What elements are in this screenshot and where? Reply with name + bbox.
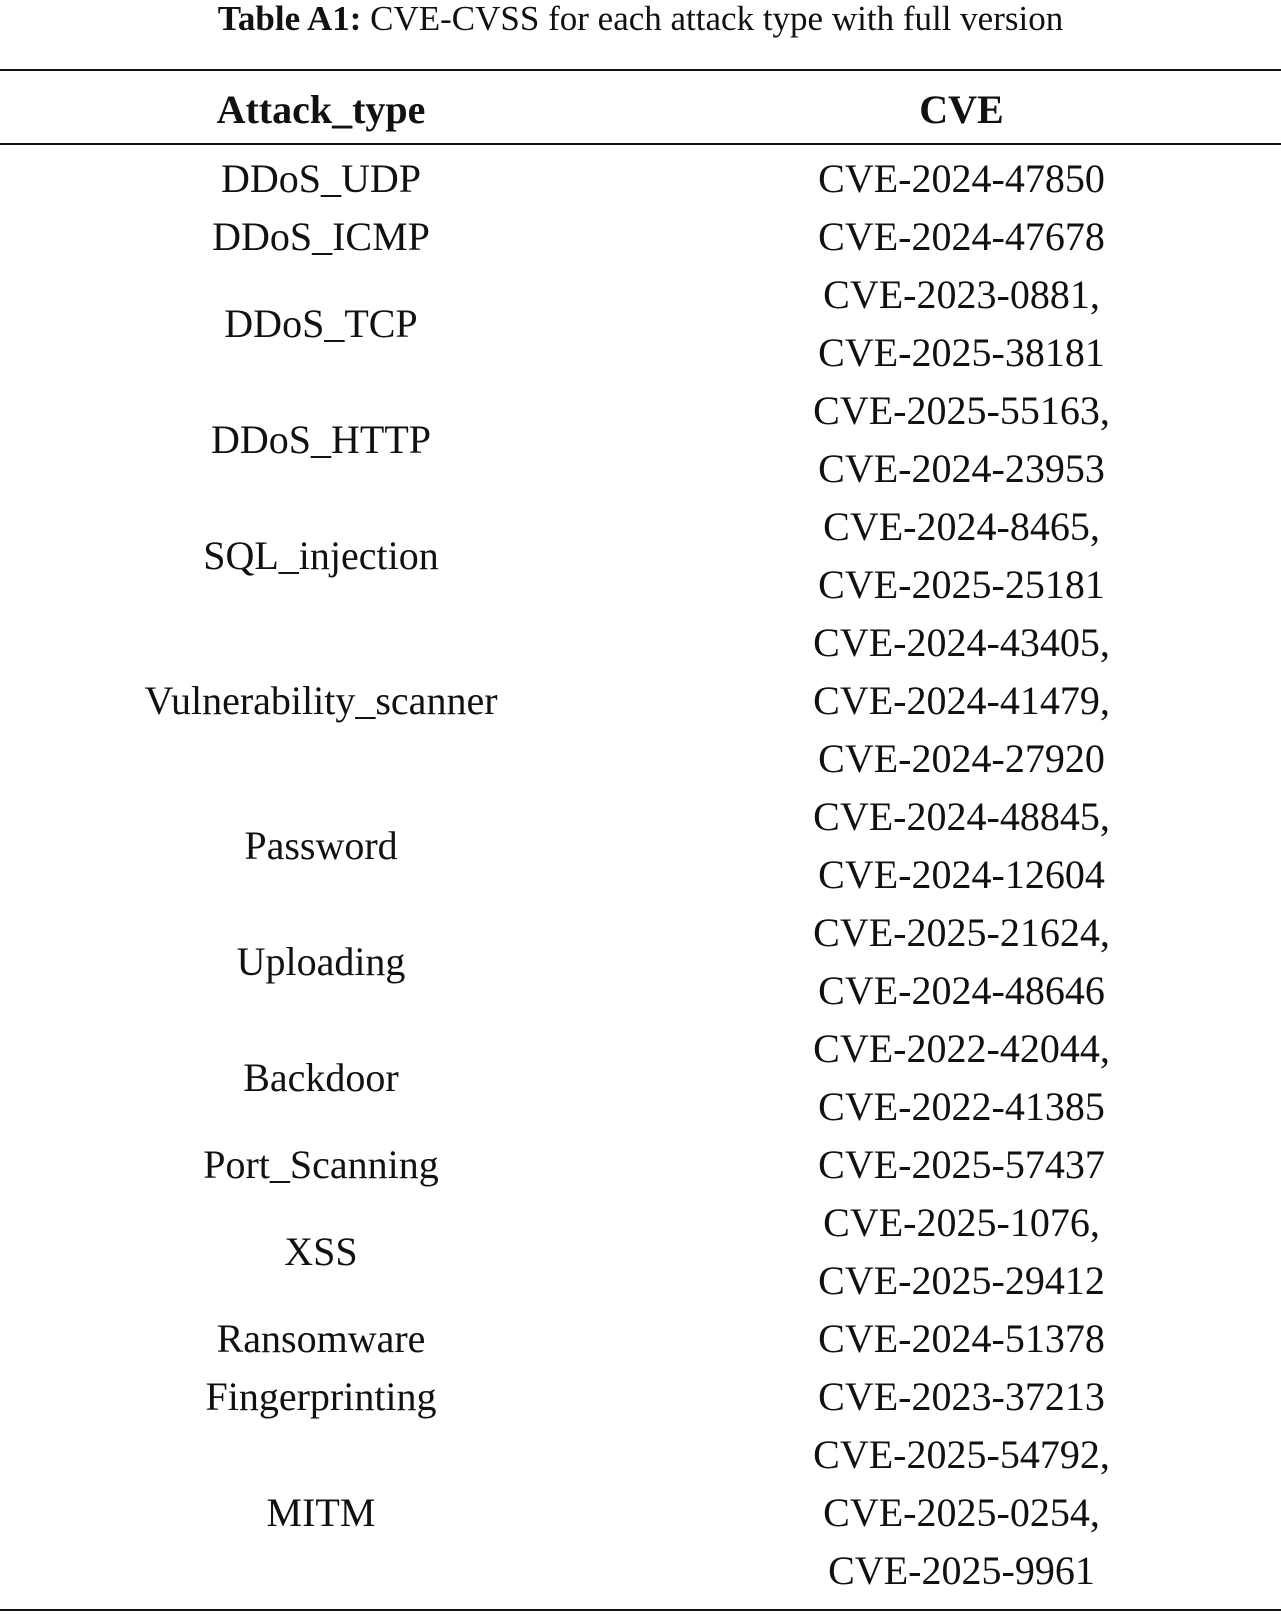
attack-type-cell: DDoS_HTTP [210,417,432,462]
table-caption-label: Table A1: [217,0,362,38]
table-row [0,150,1281,208]
table-header-rule [0,143,1281,145]
header-attack-type: Attack_type [216,86,426,132]
cve-id: CVE-2024-23953 [818,446,1105,491]
table-body [0,150,1281,1600]
cve-cell [642,382,1281,498]
cve-cell [642,614,1281,788]
attack-type-cell: XSS [284,1229,358,1274]
table-row [0,498,1281,614]
cve-cell [642,1194,1281,1310]
cve-id: CVE-2024-47850 [818,156,1105,201]
table-row [0,614,1281,788]
cve-id: CVE-2025-21624, [813,910,1110,955]
table-row [0,904,1281,1020]
cve-cell [642,1368,1281,1426]
cve-id: CVE-2025-0254, [823,1490,1100,1535]
table-row [0,208,1281,266]
attack-type-cell: Fingerprinting [205,1374,437,1419]
cve-cell [642,1426,1281,1600]
cve-id: CVE-2024-48845, [813,794,1110,839]
header-cve: CVE [919,86,1004,132]
table-row [0,382,1281,498]
attack-type-cell: DDoS_TCP [224,301,418,346]
table-row [0,1020,1281,1136]
cve-id: CVE-2024-8465, [823,504,1100,549]
cve-table [0,150,1281,1600]
table-row [0,1194,1281,1310]
cve-cell [642,1020,1281,1136]
cve-cell [642,498,1281,614]
cve-id: CVE-2025-55163, [813,388,1110,433]
table-row [0,266,1281,382]
table-row [0,1368,1281,1426]
cve-cell [642,788,1281,904]
attack-type-cell: Uploading [236,939,406,984]
attack-type-cell: MITM [266,1490,376,1535]
attack-type-cell: Password [244,823,398,868]
cve-id: CVE-2025-57437 [818,1142,1105,1187]
table-bottom-rule [0,1609,1281,1611]
attack-type-cell: Port_Scanning [203,1142,439,1187]
cve-id: CVE-2025-25181 [818,562,1105,607]
cve-cell [642,1310,1281,1368]
cve-id: CVE-2024-48646 [818,968,1105,1013]
cve-id: CVE-2024-47678 [818,214,1105,259]
table-row [0,1426,1281,1600]
table-row [0,1310,1281,1368]
cve-id: CVE-2024-41479, [813,678,1110,723]
cve-cell [642,1136,1281,1194]
cve-id: CVE-2025-38181 [818,330,1105,375]
cve-cell [642,266,1281,382]
table-row [0,1136,1281,1194]
cve-id: CVE-2023-37213 [818,1374,1105,1419]
cve-id: CVE-2025-9961 [828,1548,1095,1593]
cve-id: CVE-2023-0881, [823,272,1100,317]
table-row [0,788,1281,904]
table-top-rule [0,69,1281,71]
cve-id: CVE-2022-41385 [818,1084,1105,1129]
cve-id: CVE-2025-54792, [813,1432,1110,1477]
cve-id: CVE-2022-42044, [813,1026,1110,1071]
cve-id: CVE-2024-27920 [818,736,1105,781]
cve-cell [642,904,1281,1020]
cve-id: CVE-2025-29412 [818,1258,1105,1303]
table-caption-text: CVE-CVSS for each attack type with full version [370,0,1064,38]
cve-id: CVE-2024-51378 [818,1316,1105,1361]
table-caption [0,0,1281,38]
cve-cell [642,208,1281,266]
attack-type-cell: Vulnerability_scanner [144,678,498,723]
cve-id: CVE-2024-43405, [813,620,1110,665]
attack-type-cell: DDoS_ICMP [212,214,430,259]
cve-id: CVE-2024-12604 [818,852,1105,897]
attack-type-cell: Backdoor [243,1055,399,1100]
attack-type-cell: DDoS_UDP [220,156,422,201]
cve-cell [642,150,1281,208]
attack-type-cell: SQL_injection [203,533,439,578]
cve-id: CVE-2025-1076, [823,1200,1100,1245]
attack-type-cell: Ransomware [216,1316,426,1361]
